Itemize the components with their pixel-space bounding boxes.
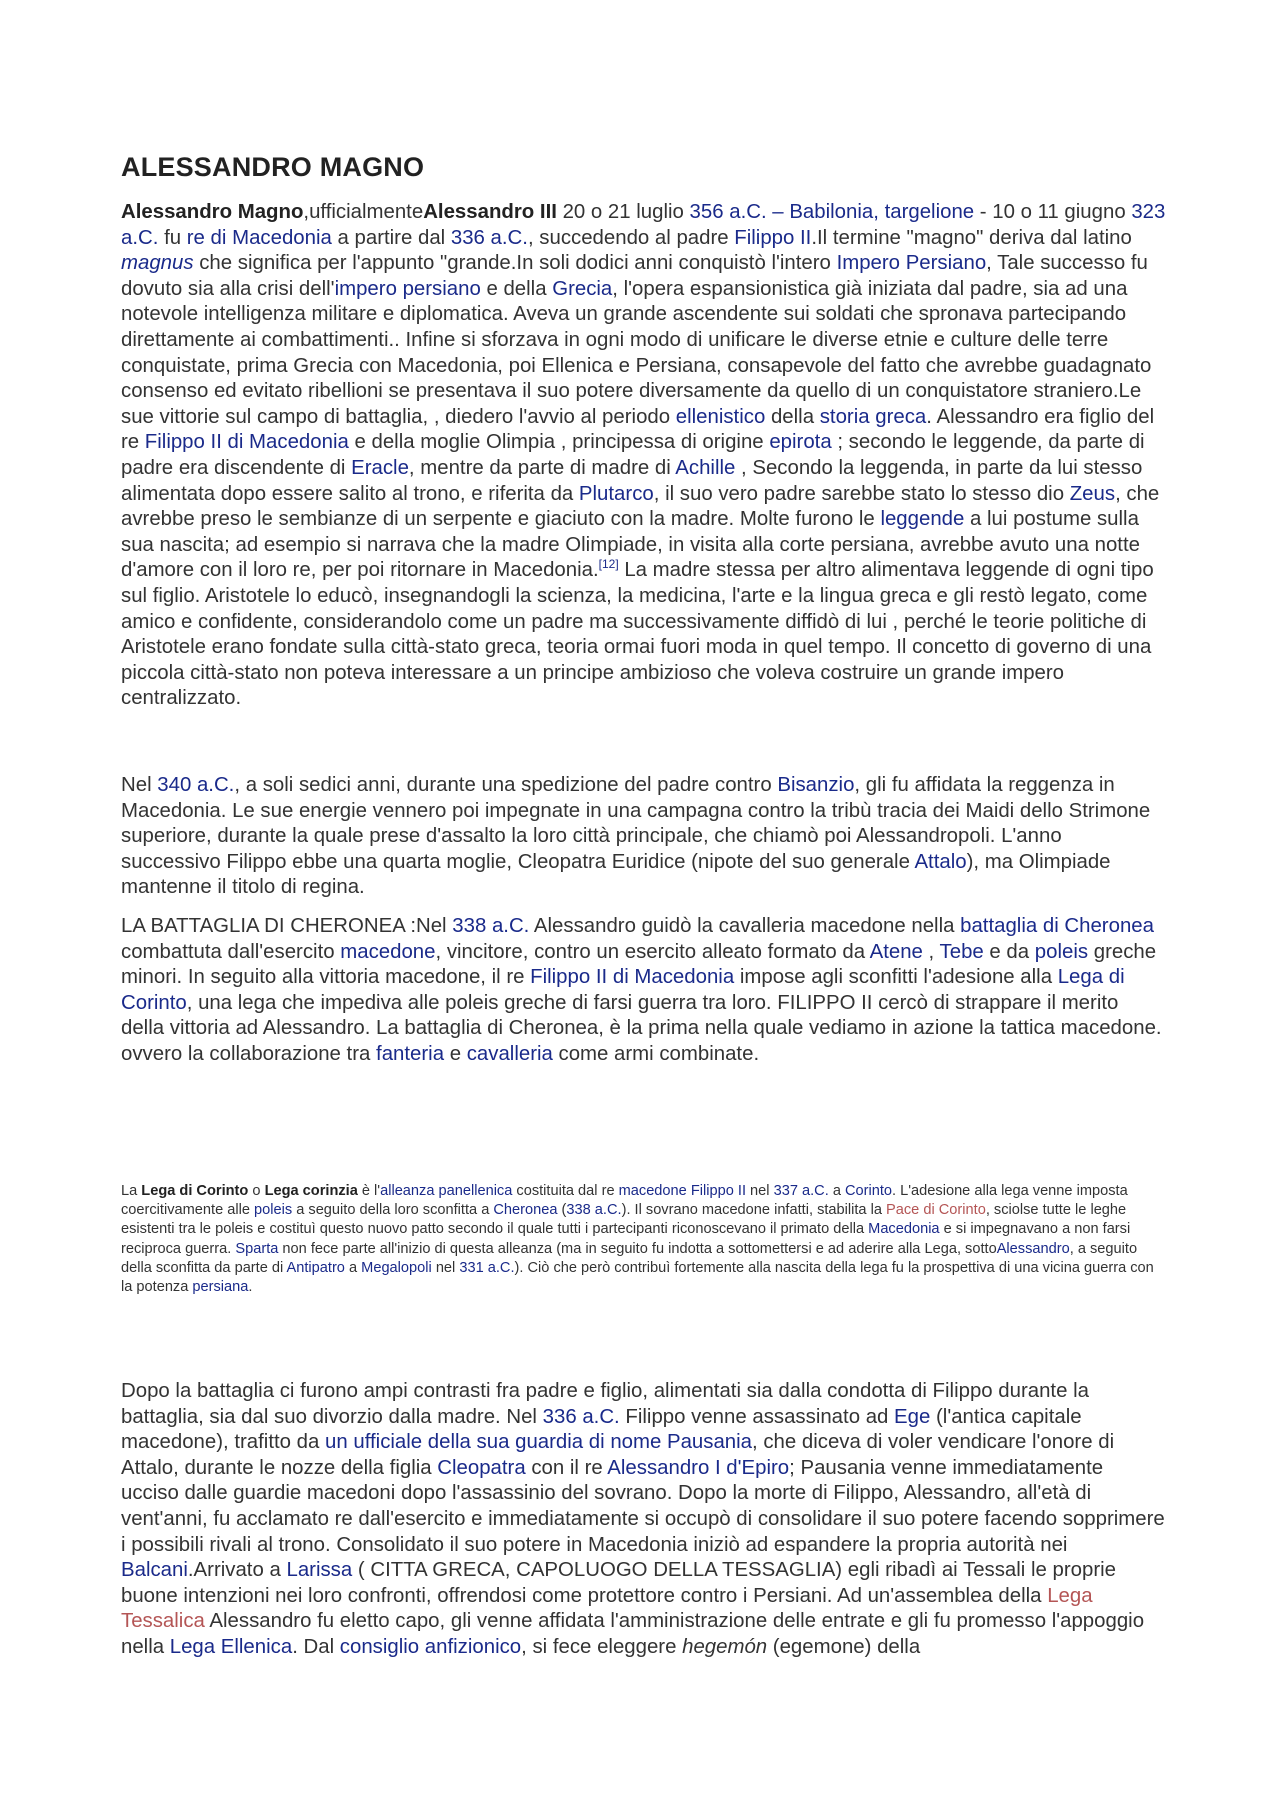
inline-link[interactable]: Ege <box>894 1405 931 1428</box>
text-run: greche minori. In seguito alla vittoria macedone, il re <box>121 940 1157 989</box>
inline-link[interactable]: Alessandro I d'Epiro <box>607 1456 790 1479</box>
text-run: . <box>248 1279 253 1296</box>
inline-link[interactable]: Lega Ellenica <box>169 1635 293 1658</box>
inline-link[interactable]: 338 a.C. <box>452 915 530 937</box>
inline-link[interactable]: Filippo II di Macedonia <box>144 431 349 454</box>
text-run: ), ma Olimpiade mantenne il titolo di regina. <box>121 850 1111 899</box>
inline-link[interactable]: Larissa <box>286 1559 353 1582</box>
bold-text: Alessandro III <box>423 201 557 223</box>
inline-link[interactable]: Cheronea <box>493 1202 558 1219</box>
paragraph-battle-cheronea <box>121 914 1166 1068</box>
inline-link[interactable]: Pace di Corinto <box>886 1202 986 1219</box>
text-run: , vincitore, contro un esercito alleato formato da <box>435 940 870 963</box>
inline-link[interactable]: Atene <box>869 940 923 963</box>
text-run: Dopo la battaglia ci furono ampi contrasti fra padre e figlio, alimentati sia dalla condotta di Filippo durante la battaglia, sia dal suo divorzio dalla madre. Nel <box>121 1380 1089 1428</box>
text-run: . L'adesione alla lega venne imposta coercitivamente alle <box>121 1183 1128 1219</box>
text-run: , gli fu affidata la reggenza in Macedonia. Le sue energie vennero poi impegnate in una campagna contro la tribù tracia dei Maidi dello Strimone superiore, durante la quale prese d'assalto la loro città principale, che chiamò poi Alessandropoli. L'anno successivo Filippo ebbe una quarta moglie, Cleopatra Euridice (nipote del suo generale <box>121 774 1151 873</box>
text-run: , che avrebbe preso le sembianze di un serpente e giaciuto con la madre. Molte furono le <box>121 482 1160 531</box>
text-run: Alessandro guidò la cavalleria macedone nella <box>529 915 961 937</box>
text-run: 20 o 21 luglio <box>556 201 690 223</box>
text-run: , mentre da parte di madre di <box>408 456 676 479</box>
inline-link[interactable]: Macedonia <box>868 1221 940 1238</box>
bold-text: Lega di Corinto <box>141 1183 249 1199</box>
text-run: La madre stessa per altro alimentava leggende di ogni tipo sul figlio. Aristotele lo educò, insegnandogli la scienza, la medicina, l'arte e la lingua greca e gli restò legato, come amico e confidente, considerandolo come un padre ma successivamente diffidò di lui , perché le teorie politiche di Aristotele erano fondate sulla città-stato greca, teoria ormai fuori moda in quel tempo. Il concetto di governo di una piccola città-stato non poteva interessare a un principe ambizioso che voleva costruire un grande impero centralizzato. <box>121 559 1154 710</box>
text-run: Nel <box>121 774 158 796</box>
paragraph-after-battle <box>121 1379 1166 1661</box>
inline-link[interactable]: Cleopatra <box>437 1456 526 1479</box>
text-run: a lui postume sulla sua nascita; ad esempio si narrava che la madre Olimpiade, in visita alla corte persiana, avrebbe avuto una notte d'amore con il loro re, per poi ritornare in Macedonia. <box>121 508 1140 582</box>
inline-link[interactable]: poleis <box>254 1202 293 1219</box>
text-run: ; secondo le leggende, da parte di padre era discendente di <box>121 431 1145 479</box>
italic-text: hegemón <box>682 1635 768 1658</box>
inline-link[interactable]: battaglia di Cheronea <box>960 915 1154 937</box>
paragraph-lega-corinto <box>121 1182 1166 1297</box>
text-run: a <box>344 1259 362 1276</box>
text-run: costituita dal re <box>512 1183 619 1199</box>
text-run: fu <box>158 226 187 249</box>
text-run: , sciolse tutte le leghe esistenti tra le poleis e costituì questo nuovo patto secondo il quale tutti i partecipanti riconoscevano il primato della <box>121 1202 1127 1238</box>
text-run: a partire dal <box>331 226 451 249</box>
inline-link[interactable]: Filippo II di Macedonia <box>530 966 735 989</box>
inline-link[interactable]: storia greca <box>819 405 927 428</box>
inline-link[interactable]: Plutarco <box>578 482 654 505</box>
text-run: , Tale successo fu dovuto sia alla crisi dell' <box>121 252 1148 300</box>
inline-link[interactable]: cavalleria <box>466 1042 553 1065</box>
inline-link[interactable]: 340 a.C. <box>157 774 235 796</box>
text-run: ; Pausania venne immediatamente ucciso dalle guardie macedoni dopo l'assassinio del sovrano. Dopo la morte di Filippo, Alessandro, all'età di vent'anni, fu acclamato re dall'esercito e immediatamente si occupò di consolidare il suo potere facendo sopprimere i possibili rivali al trono. Consolidato il suo potere in Macedonia iniziò ad espandere la propria autorità nei <box>121 1456 1165 1556</box>
text-run: che significa per l'appunto "grande.In soli dodici anni conquistò l'intero <box>193 252 837 275</box>
text-run: . Alessandro era figlio del re <box>121 405 1155 454</box>
text-run: e della <box>480 277 553 300</box>
inline-link[interactable]: Lega di Corinto <box>121 966 1125 1014</box>
text-run: ). Ciò che però contribuì fortemente alla nascita della lega fu la prospettiva di una vicina guerra con la potenza <box>121 1259 1154 1296</box>
text-run: impose agli sconfitti l'adesione alla <box>734 966 1058 989</box>
text-run: , una lega che impediva alle poleis greche di farsi guerra tra loro. FILIPPO II cercò di strappare il merito della vittoria ad Alessandro. La battaglia di Cheronea, è la prima nella quale vediamo in azione la tattica macedone. ovvero la collaborazione tra <box>121 991 1162 1065</box>
text-run: , si fece eleggere <box>521 1635 683 1658</box>
text-run: .Arrivato a <box>187 1559 287 1582</box>
text-run: e da <box>983 940 1035 963</box>
text-run: , <box>922 940 940 963</box>
text-run: o <box>248 1183 265 1199</box>
inline-link[interactable]: Corinto <box>845 1183 893 1199</box>
inline-link[interactable]: macedone <box>618 1183 687 1199</box>
text-run: , Secondo la leggenda, in parte da lui stesso alimentata dopo essere salito al trono, e riferita da <box>121 456 1143 505</box>
inline-link[interactable]: ellenistico <box>675 405 766 428</box>
text-run: ( <box>557 1202 567 1219</box>
text-run: a seguito della loro sconfitta a <box>292 1202 494 1219</box>
inline-link[interactable]: , <box>873 201 885 223</box>
text-run: combattuta dall'esercito <box>121 940 341 963</box>
text-run: e <box>444 1042 467 1065</box>
inline-link[interactable]: 331 a.C. <box>459 1259 515 1276</box>
text-run: come armi combinate. <box>552 1042 760 1065</box>
inline-link[interactable]: magnus <box>121 252 194 275</box>
text-run: Il termine "magno" deriva dal latino <box>817 226 1132 249</box>
inline-link[interactable]: Attalo <box>914 850 967 873</box>
inline-link[interactable]: 337 a.C. <box>773 1183 829 1199</box>
inline-link[interactable]: persiana <box>192 1279 249 1296</box>
text-run: . <box>811 226 818 249</box>
inline-link[interactable]: Achille <box>675 456 736 479</box>
inline-link[interactable]: poleis <box>1034 940 1089 963</box>
paragraph-intro <box>121 200 1166 712</box>
inline-link[interactable]: 336 a.C. <box>542 1405 620 1428</box>
text-run: non fece parte all'inizio di questa alleanza (ma in seguito fu indotta a sottomettersi e ad aderire alla Lega, sotto <box>278 1240 997 1257</box>
text-run: nel <box>431 1259 460 1276</box>
bold-text: Alessandro Magno <box>121 201 304 223</box>
inline-link[interactable]: Alessandro <box>996 1240 1070 1257</box>
text-run: - 10 o 11 giugno <box>974 201 1132 223</box>
text-run: , l'opera espansionistica già iniziata dal padre, sia ad una notevole intelligenza militare e diplomatica. Aveva un grande ascendente sui soldati che spronava partecipando direttamente ai combattimenti.. Infine si sforzava in ogni modo di unificare le diverse etnie e culture delle terre conquistate, prima Grecia con Macedonia, poi Ellenica e Persiana, consapevole del fatto che avrebbe guadagnato consenso ed evitato ribellioni se presentava il suo potere diversamente da quello di un conquistatore straniero.Le sue vittorie sul campo di battaglia, , diedero l'avvio al periodo <box>121 277 1152 428</box>
paragraph-regency <box>121 773 1166 901</box>
text-run: , a soli sedici anni, durante una spedizione del padre contro <box>234 774 778 796</box>
inline-link[interactable]: Zeus <box>1069 482 1116 505</box>
inline-link[interactable]: Eracle <box>351 456 409 479</box>
text-run: è l' <box>357 1183 381 1199</box>
text-run: (egemone) della <box>767 1635 921 1658</box>
inline-link[interactable]: 336 a.C. <box>450 226 528 249</box>
inline-link[interactable]: Tebe <box>939 940 984 963</box>
inline-link[interactable]: 338 a.C. <box>566 1202 622 1219</box>
inline-link[interactable]: fanteria <box>376 1042 445 1065</box>
text-run: nel <box>746 1183 774 1199</box>
text-run: e della moglie Olimpia , principessa di origine <box>348 431 770 454</box>
inline-link[interactable]: alleanza panellenica <box>380 1183 513 1199</box>
inline-link[interactable]: 323 a.C. <box>121 201 1166 249</box>
inline-link[interactable]: Filippo II <box>690 1183 746 1199</box>
inline-link[interactable]: Sparta <box>235 1240 279 1257</box>
text-run: , succedendo al padre <box>527 226 735 249</box>
page-title: ALESSANDRO MAGNO <box>121 152 425 182</box>
text-run: con il re <box>525 1456 608 1479</box>
inline-link[interactable]: Babilonia <box>789 201 874 223</box>
text-run: ,ufficialmente <box>303 201 424 223</box>
inline-link[interactable]: Lega Tessalica <box>121 1584 1093 1633</box>
inline-link[interactable]: Grecia <box>552 277 613 300</box>
text-run: Alessandro fu eletto capo, gli venne affidata l'amministrazione delle entrate e gli fu promesso l'appoggio nella <box>121 1610 1145 1658</box>
text-run: (l'antica capitale macedone), trafitto da <box>121 1405 1082 1454</box>
inline-link[interactable]: impero persiano <box>334 277 481 300</box>
inline-link[interactable]: – <box>766 201 790 223</box>
inline-link[interactable]: macedone <box>340 940 436 963</box>
inline-link[interactable]: Megalopoli <box>361 1259 432 1276</box>
text-run: della <box>765 405 820 428</box>
inline-link[interactable]: [12] <box>598 557 619 572</box>
text-run: a <box>828 1183 845 1199</box>
text-run: ). Il sovrano macedone infatti, stabilita la <box>621 1202 887 1219</box>
text-run: , a seguito della sconfitta da parte di <box>121 1240 1138 1276</box>
text-run: e si impegnavano a non farsi reciproca guerra. <box>121 1221 1131 1257</box>
text-run: , che diceva di voler vendicare l'onore di Attalo, durante le nozze della figlia <box>121 1431 1115 1479</box>
inline-link[interactable]: un ufficiale della sua guardia di nome Pausania <box>325 1431 753 1454</box>
text-run: , il suo vero padre sarebbe stato lo stesso dio <box>653 482 1070 505</box>
text-run: ( CITTA GRECA, CAPOLUOGO DELLA TESSAGLIA) egli ribadì ai Tessali le proprie buone intenzioni nei loro confronti, offrendosi come protettore contro i Persiani. Ad un'assemblea della <box>121 1559 1117 1607</box>
text-run: LA BATTAGLIA DI CHERONEA :Nel <box>121 915 453 937</box>
text-run: Filippo venne assassinato ad <box>619 1405 895 1428</box>
inline-link[interactable]: re di Macedonia <box>186 226 332 249</box>
inline-link[interactable]: Filippo II <box>734 226 812 249</box>
inline-link[interactable]: Antipatro <box>286 1259 345 1276</box>
inline-link[interactable]: epirota <box>769 431 832 454</box>
inline-link[interactable]: Bisanzio <box>777 774 855 796</box>
inline-link[interactable]: targelione <box>884 201 975 223</box>
text-run: . Dal <box>292 1635 340 1658</box>
inline-link[interactable]: leggende <box>880 508 965 531</box>
inline-link[interactable]: Balcani <box>121 1559 188 1582</box>
inline-link[interactable]: consiglio anfizionico <box>339 1635 522 1658</box>
text-run: La <box>121 1183 142 1199</box>
inline-link[interactable]: 356 a.C. <box>689 201 767 223</box>
bold-text: Lega corinzia <box>264 1183 358 1199</box>
inline-link[interactable]: Impero Persiano <box>836 252 987 275</box>
